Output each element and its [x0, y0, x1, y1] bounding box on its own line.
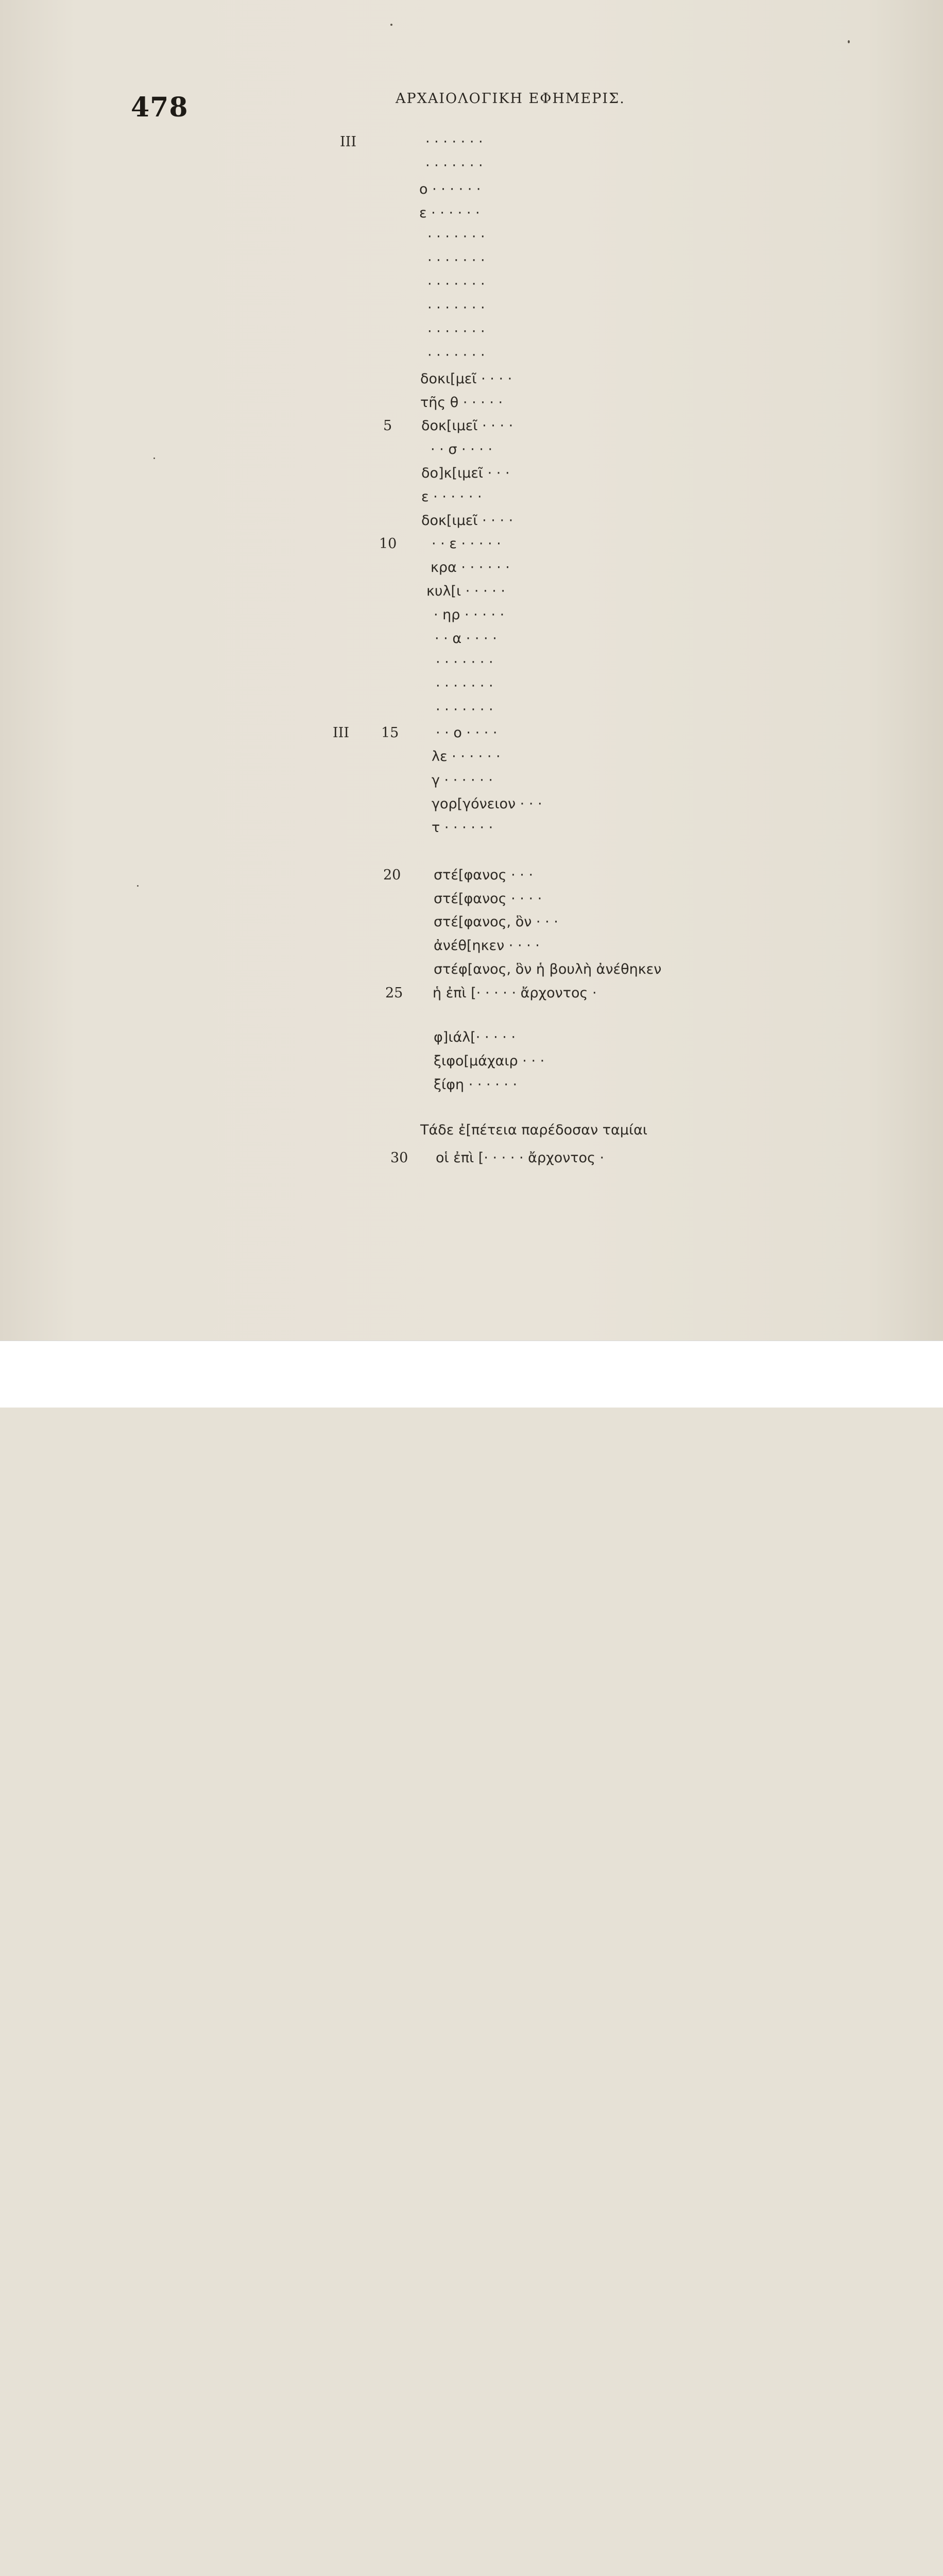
inscription-line: · · · · · · · [427, 324, 485, 340]
page-number: 478 [131, 92, 188, 123]
inscription-line: · · · · · · · [436, 654, 493, 670]
inscription-line: · · ο · · · · [436, 725, 498, 741]
inscription-line: δοκι[μεῖ · · · · [420, 371, 512, 387]
inscription-line: τ · · · · · · [432, 820, 493, 836]
inscription-line: ε · · · · · · [421, 489, 482, 505]
inscription-line: · · · · · · · [427, 347, 485, 363]
inscription-line: οἱ ἐπὶ [· · · · · ἄρχοντος · [436, 1150, 605, 1166]
inscription-line: ἀνέθ[ηκεν · · · · [434, 938, 540, 954]
inscription-line: · · · · · · · [427, 252, 485, 268]
inscription-line: δο]κ[ιμεῖ · · · [421, 465, 510, 481]
inscription-line: · · σ · · · · [431, 442, 493, 457]
inscription-line: · · α · · · · [435, 631, 497, 647]
inscription-line: γορ[γόνειον · · · [432, 796, 542, 812]
inscription-line: τῆς θ · · · · · [420, 395, 503, 411]
inscription-line: λε · · · · · · [432, 749, 501, 765]
inscription-line: · · · · · · · [425, 134, 483, 150]
scan-speck [390, 24, 392, 26]
inscription-line: ἡ ἐπὶ [· · · · · ἄρχοντος · [433, 985, 597, 1001]
column-mark: III [333, 725, 349, 741]
inscription-line: στέ[φανος · · · [434, 867, 534, 883]
inscription-line: ξίφη · · · · · · [434, 1077, 518, 1093]
inscription-line: ο · · · · · · [419, 181, 481, 197]
inscription-line: ε · · · · · · [419, 205, 480, 221]
inscription-heading: Τάδε ἐ[πέτεια παρέδοσαν ταμίαι [420, 1122, 648, 1138]
inscription-line: κρα · · · · · · [431, 560, 510, 575]
scan-speck [153, 457, 155, 459]
inscription-line: · · · · · · · [425, 158, 483, 174]
inscription-line: κυλ[ι · · · · · [426, 583, 506, 599]
inscription-line: · ηρ · · · · · [434, 607, 505, 623]
line-number: 25 [385, 985, 403, 1001]
inscription-line: στέ[φανος, ὃν · · · [434, 914, 558, 930]
inscription-line: δοκ[ιμεῖ · · · · [421, 418, 513, 434]
inscription-line: γ · · · · · · [432, 772, 493, 788]
scan-speck [848, 40, 850, 43]
scan-speck [137, 885, 139, 887]
viewer-footer [0, 1341, 943, 1408]
inscription-line: στέφ[ανος, ὃν ἡ βουλὴ ἀνέθηκεν [434, 961, 662, 977]
inscription-line: · · · · · · · [427, 229, 485, 245]
column-mark: III [340, 134, 356, 150]
line-number: 30 [390, 1150, 408, 1166]
inscription-line: · · · · · · · [436, 678, 493, 694]
inscription-line: δοκ[ιμεῖ · · · · [421, 513, 513, 529]
inscription-line: στέ[φανος · · · · [434, 891, 542, 907]
inscription-line: φ]ιάλ[· · · · · [434, 1029, 516, 1045]
line-number: 10 [379, 536, 397, 552]
inscription-line: · · · · · · · [427, 276, 485, 292]
running-head: ΑΡΧΑΙΟΛΟΓΙΚΗ ΕΦΗΜΕΡΙΣ. [396, 91, 625, 107]
inscription-line: · · · · · · · [436, 702, 493, 718]
line-number: 15 [381, 725, 399, 741]
inscription-line: · · · · · · · [427, 300, 485, 316]
inscription-line: · · ε · · · · · [432, 536, 501, 552]
line-number: 5 [383, 418, 392, 434]
inscription-line: ξιφο[μάχαιρ · · · [434, 1053, 545, 1069]
line-number: 20 [383, 867, 401, 883]
